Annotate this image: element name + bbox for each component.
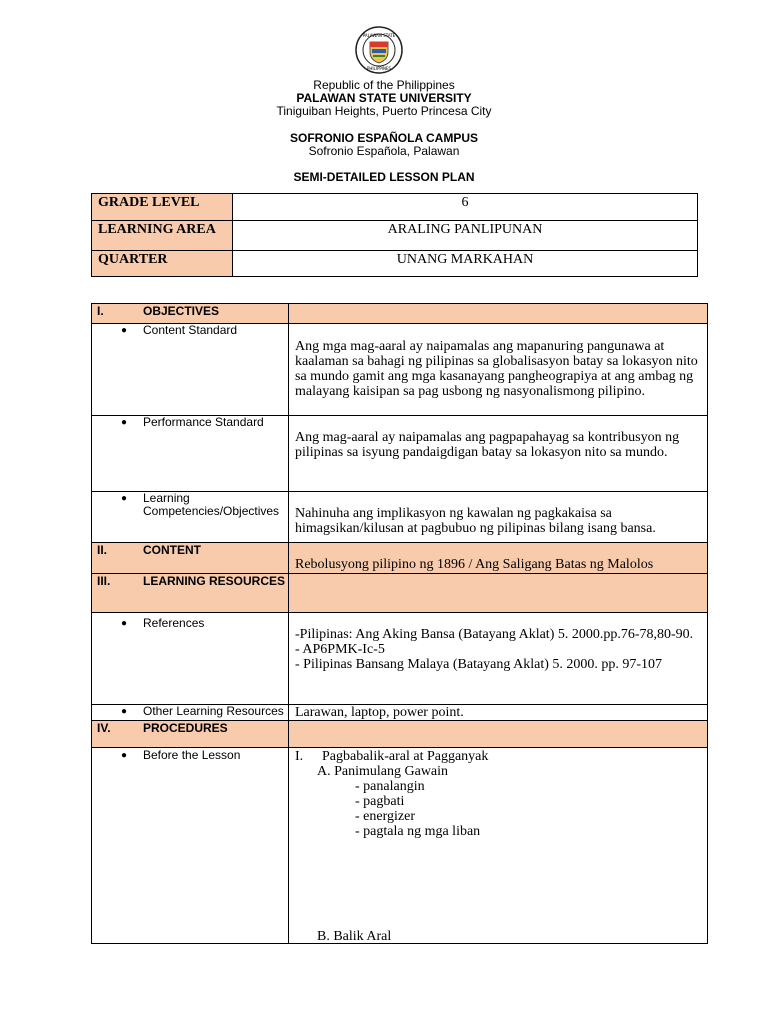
procedure-item: - energizer (355, 809, 415, 824)
procedure-item: - pagtala ng mga liban (355, 824, 481, 839)
other-resources-text: Larawan, laptop, power point. (289, 705, 708, 721)
learning-resources-title: LEARNING RESOURCES (143, 574, 286, 588)
learning-area-value: ARALING PANLIPUNAN (233, 221, 698, 251)
university-address: Tiniguiban Heights, Puerto Princesa City (276, 104, 492, 118)
competencies-row (92, 492, 708, 543)
procedure-heading-number: I. (295, 749, 304, 764)
bullet-icon: ● (121, 618, 128, 629)
procedures-value (289, 721, 708, 748)
other-resources-label: Other Learning Resources (143, 704, 284, 718)
before-lesson-label: Before the Lesson (143, 748, 241, 762)
procedure-sub-b: B. Balik Aral (317, 929, 392, 944)
procedures-row (92, 721, 708, 748)
country-name: Republic of the Philippines (313, 78, 455, 92)
before-lesson-row (92, 748, 708, 944)
campus-name: SOFRONIO ESPAÑOLA CAMPUS (289, 131, 478, 145)
objectives-title: OBJECTIVES (143, 304, 220, 318)
quarter-value: UNANG MARKAHAN (233, 251, 698, 277)
content-number: II. (97, 543, 108, 557)
objectives-row (92, 304, 708, 324)
bullet-icon: ● (121, 493, 128, 504)
objectives-value (289, 304, 708, 324)
learning-resources-number: III. (97, 574, 111, 588)
reference-item: -Pilipinas: Ang Aking Bansa (Batayang Aklat) 5. 2000.pp.76-78,80-90. (295, 627, 694, 642)
content-text: Rebolusyong pilipino ng 1896 / Ang Saligang Batas ng Malolos (289, 543, 708, 574)
svg-text:PHILIPPINES: PHILIPPINES (366, 66, 392, 71)
grade-level-label: GRADE LEVEL (92, 194, 233, 221)
references-row (92, 613, 708, 705)
bullet-icon: ● (121, 417, 128, 428)
procedure-heading: Pagbabalik-aral at Pagganyak (322, 749, 489, 764)
references-label: References (143, 616, 205, 630)
campus-address: Sofronio Española, Palawan (308, 144, 460, 158)
procedure-item: - panalangin (355, 779, 425, 794)
other-resources-row (92, 705, 708, 721)
learning-area-label: LEARNING AREA (92, 221, 233, 251)
lesson-plan-table (91, 303, 708, 944)
procedures-title: PROCEDURES (143, 721, 228, 735)
bullet-icon: ● (121, 706, 128, 717)
procedure-item: - pagbati (355, 794, 405, 809)
reference-item: - AP6PMK-Ic-5 (295, 642, 385, 657)
reference-item: - Pilipinas Bansang Malaya (Batayang Aklat) 5. 2000. pp. 97-107 (295, 657, 663, 672)
procedures-number: IV. (97, 721, 111, 735)
content-title: CONTENT (143, 543, 201, 557)
bullet-icon: ● (121, 325, 128, 336)
competencies-label: Learning Competencies/Objectives (143, 491, 280, 518)
university-name: PALAWAN STATE UNIVERSITY (296, 91, 472, 105)
content-standard-text: Ang mga mag-aaral ay naipamalas ang mapanuring pangunawa at kaalaman sa bahagi ng pilipinas sa globalisasyon batay sa lokasyon nito sa mundo gamit ang mga kasanayang pangheograpiya at ang ambag ng malayang kaisipan sa pag usbong ng nasyonalismong pilipino. (289, 324, 708, 416)
procedure-sub-a: A. Panimulang Gawain (317, 764, 449, 779)
competencies-text: Nahinuha ang implikasyon ng kawalan ng pagkakaisa sa himagsikan/kilusan at pagbubuo ng pilipinas bilang isang bansa. (289, 492, 708, 543)
performance-standard-row (92, 416, 708, 492)
content-row (92, 543, 708, 574)
performance-standard-text: Ang mag-aaral ay naipamalas ang pagpapahayag sa kontribusyon ng pilipinas sa isyung pandaigdigan batay sa lokasyon nito sa mundo. (289, 416, 708, 492)
university-seal-icon (351, 25, 407, 75)
bullet-icon: ● (121, 750, 128, 761)
content-standard-row (92, 324, 708, 416)
document-title: SEMI-DETAILED LESSON PLAN (293, 170, 475, 184)
learning-resources-value (289, 574, 708, 613)
content-standard-label: Content Standard (143, 323, 238, 337)
grade-level-value: 6 (233, 194, 698, 221)
lesson-info-table (91, 193, 698, 277)
performance-standard-label: Performance Standard (143, 415, 264, 429)
before-lesson-text (289, 748, 708, 944)
objectives-number: I. (97, 304, 104, 318)
learning-resources-row (92, 574, 708, 613)
references-text (289, 613, 708, 705)
svg-text:PALAWAN STATE: PALAWAN STATE (362, 33, 396, 38)
quarter-label: QUARTER (92, 251, 233, 277)
